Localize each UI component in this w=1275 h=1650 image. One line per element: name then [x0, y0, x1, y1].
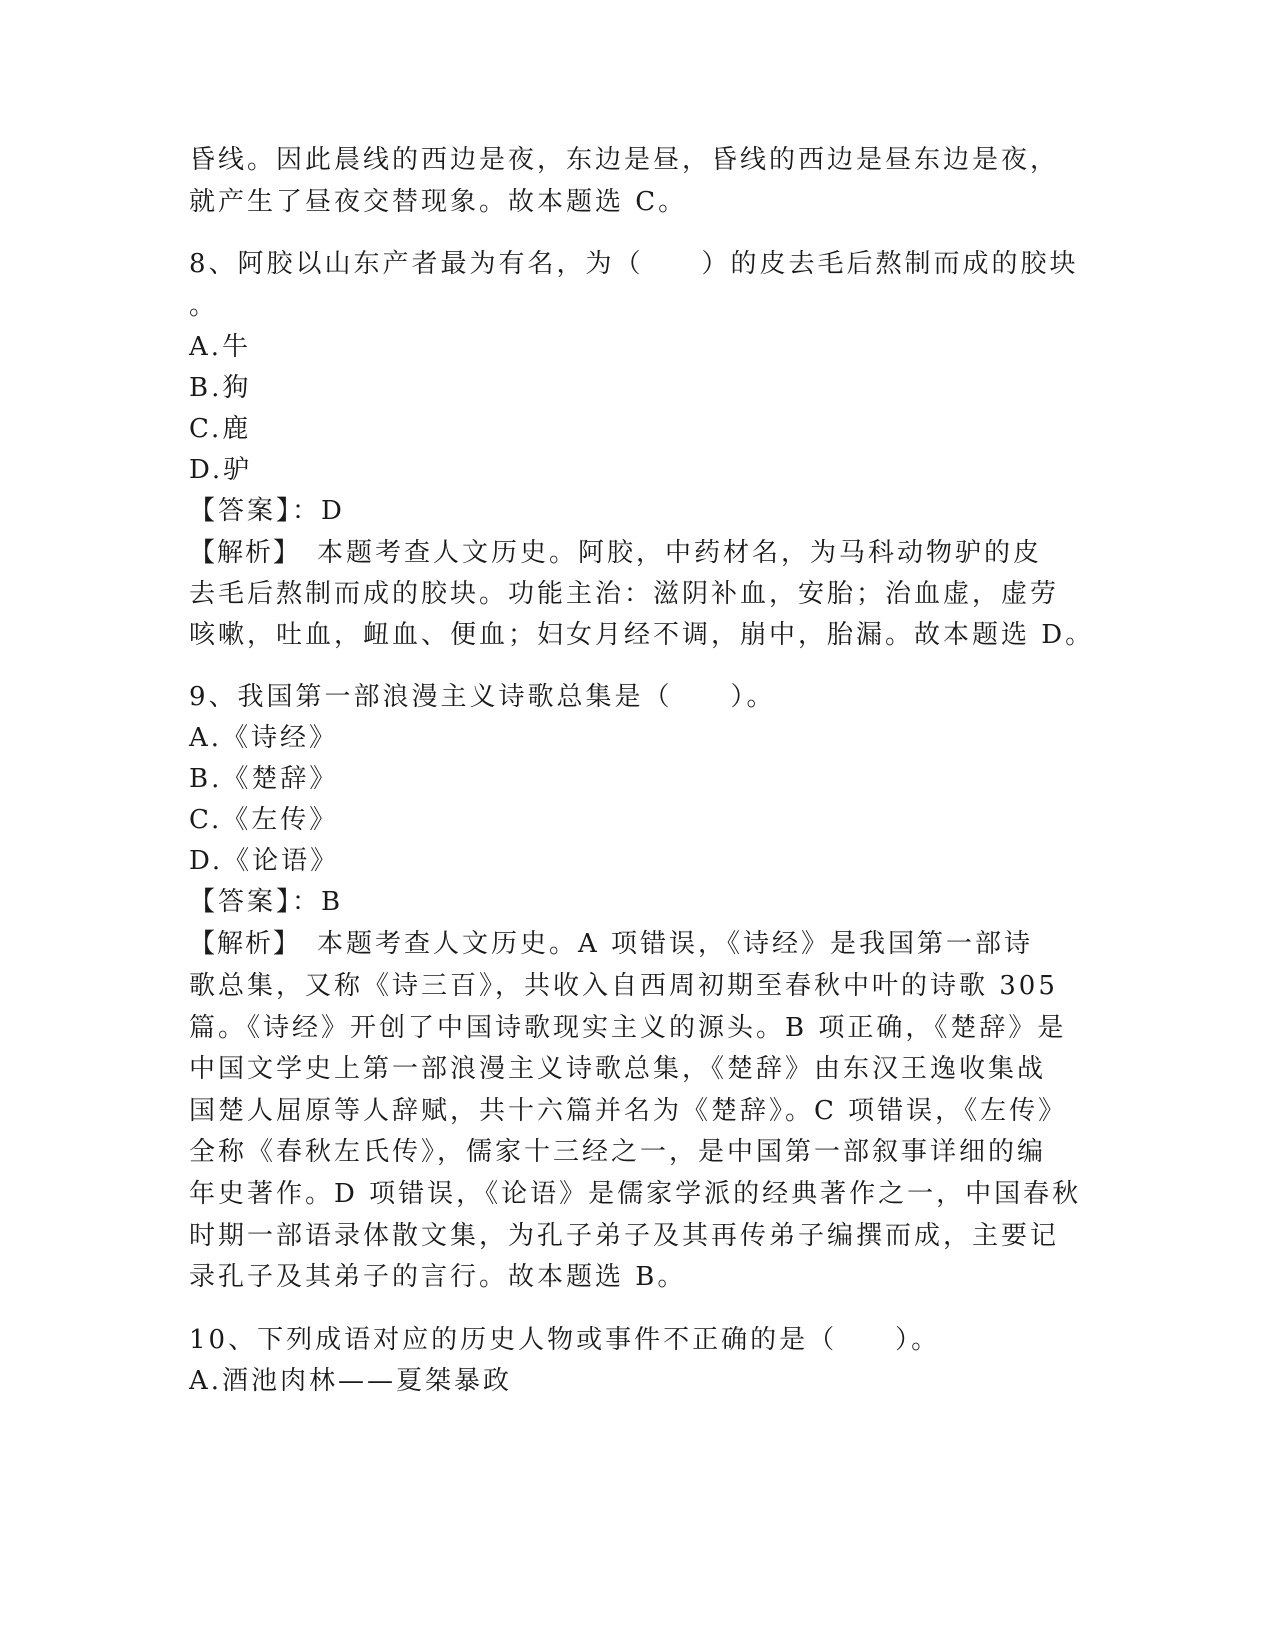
q10-stem: 10、下列成语对应的历史人物或事件不正确的是（ ）。	[189, 1325, 941, 1355]
q8-answer: 【答案】：D	[189, 496, 345, 526]
q9-analysis-text: 本题考查人文历史。A 项错误，《诗经》是我国第一部诗	[288, 929, 1034, 959]
q9-stem: 9、我国第一部浪漫主义诗歌总集是（ ）。	[189, 682, 776, 712]
q8-option-d: D.驴	[189, 455, 253, 485]
q8-stem-cont: 。	[189, 291, 219, 321]
q10-option-a: A.酒池肉林——夏桀暴政	[189, 1366, 513, 1396]
q8-analysis-first-line	[189, 535, 1089, 571]
q9-option-b: B.《楚辞》	[189, 764, 339, 794]
q9-answer: 【答案】：B	[189, 887, 344, 917]
q9-analysis-first-line	[189, 926, 1089, 962]
q8-analysis-label: 【解析】	[189, 538, 289, 568]
q9-option-d: D.《论语》	[189, 846, 340, 876]
q9-analysis-line: 年史著作。D 项错误，《论语》是儒家学派的经典著作之一，中国春秋	[189, 1179, 1082, 1209]
q9-analysis-line: 时期一部语录体散文集，为孔子弟子及其再传弟子编撰而成，主要记	[189, 1221, 1060, 1251]
q8-analysis-line: 去毛后熬制而成的胶块。功能主治：滋阴补血，安胎；治血虚，虚劳	[189, 579, 1060, 609]
prev-explanation-line: 就产生了昼夜交替现象。故本题选 C。	[189, 187, 688, 217]
q9-analysis-label: 【解析】	[189, 929, 289, 959]
q9-analysis-line: 全称《春秋左氏传》，儒家十三经之一，是中国第一部叙事详细的编	[189, 1137, 1047, 1167]
q9-analysis-line: 中国文学史上第一部浪漫主义诗歌总集，《楚辞》由东汉王逸收集战	[189, 1054, 1047, 1084]
q8-option-b: B.狗	[189, 373, 252, 403]
q9-analysis-line: 篇。《诗经》开创了中国诗歌现实主义的源头。B 项正确，《楚辞》是	[189, 1013, 1067, 1043]
q8-analysis-line: 咳嗽，吐血，衄血、便血；妇女月经不调，崩中，胎漏。故本题选 D。	[189, 620, 1095, 650]
q8-option-c: C.鹿	[189, 414, 252, 444]
q9-analysis-line: 录孔子及其弟子的言行。故本题选 B。	[189, 1262, 687, 1292]
q9-option-c: C.《左传》	[189, 805, 339, 835]
q9-analysis-line: 歌总集，又称《诗三百》，共收入自西周初期至春秋中叶的诗歌 305	[189, 971, 1058, 1001]
prev-explanation-line: 昏线。因此晨线的西边是夜，东边是昼，昏线的西边是昼东边是夜，	[189, 145, 1060, 175]
q8-option-a: A.牛	[189, 332, 252, 362]
q9-option-a: A.《诗经》	[189, 723, 339, 753]
q8-stem: 8、阿胶以山东产者最为有名，为（ ）的皮去毛后熬制而成的胶块	[189, 249, 1079, 279]
q9-analysis-line: 国楚人屈原等人辞赋，共十六篇并名为《楚辞》。C 项错误，《左传》	[189, 1096, 1068, 1126]
q8-analysis-text: 本题考查人文历史。阿胶，中药材名，为马科动物驴的皮	[288, 538, 1043, 568]
